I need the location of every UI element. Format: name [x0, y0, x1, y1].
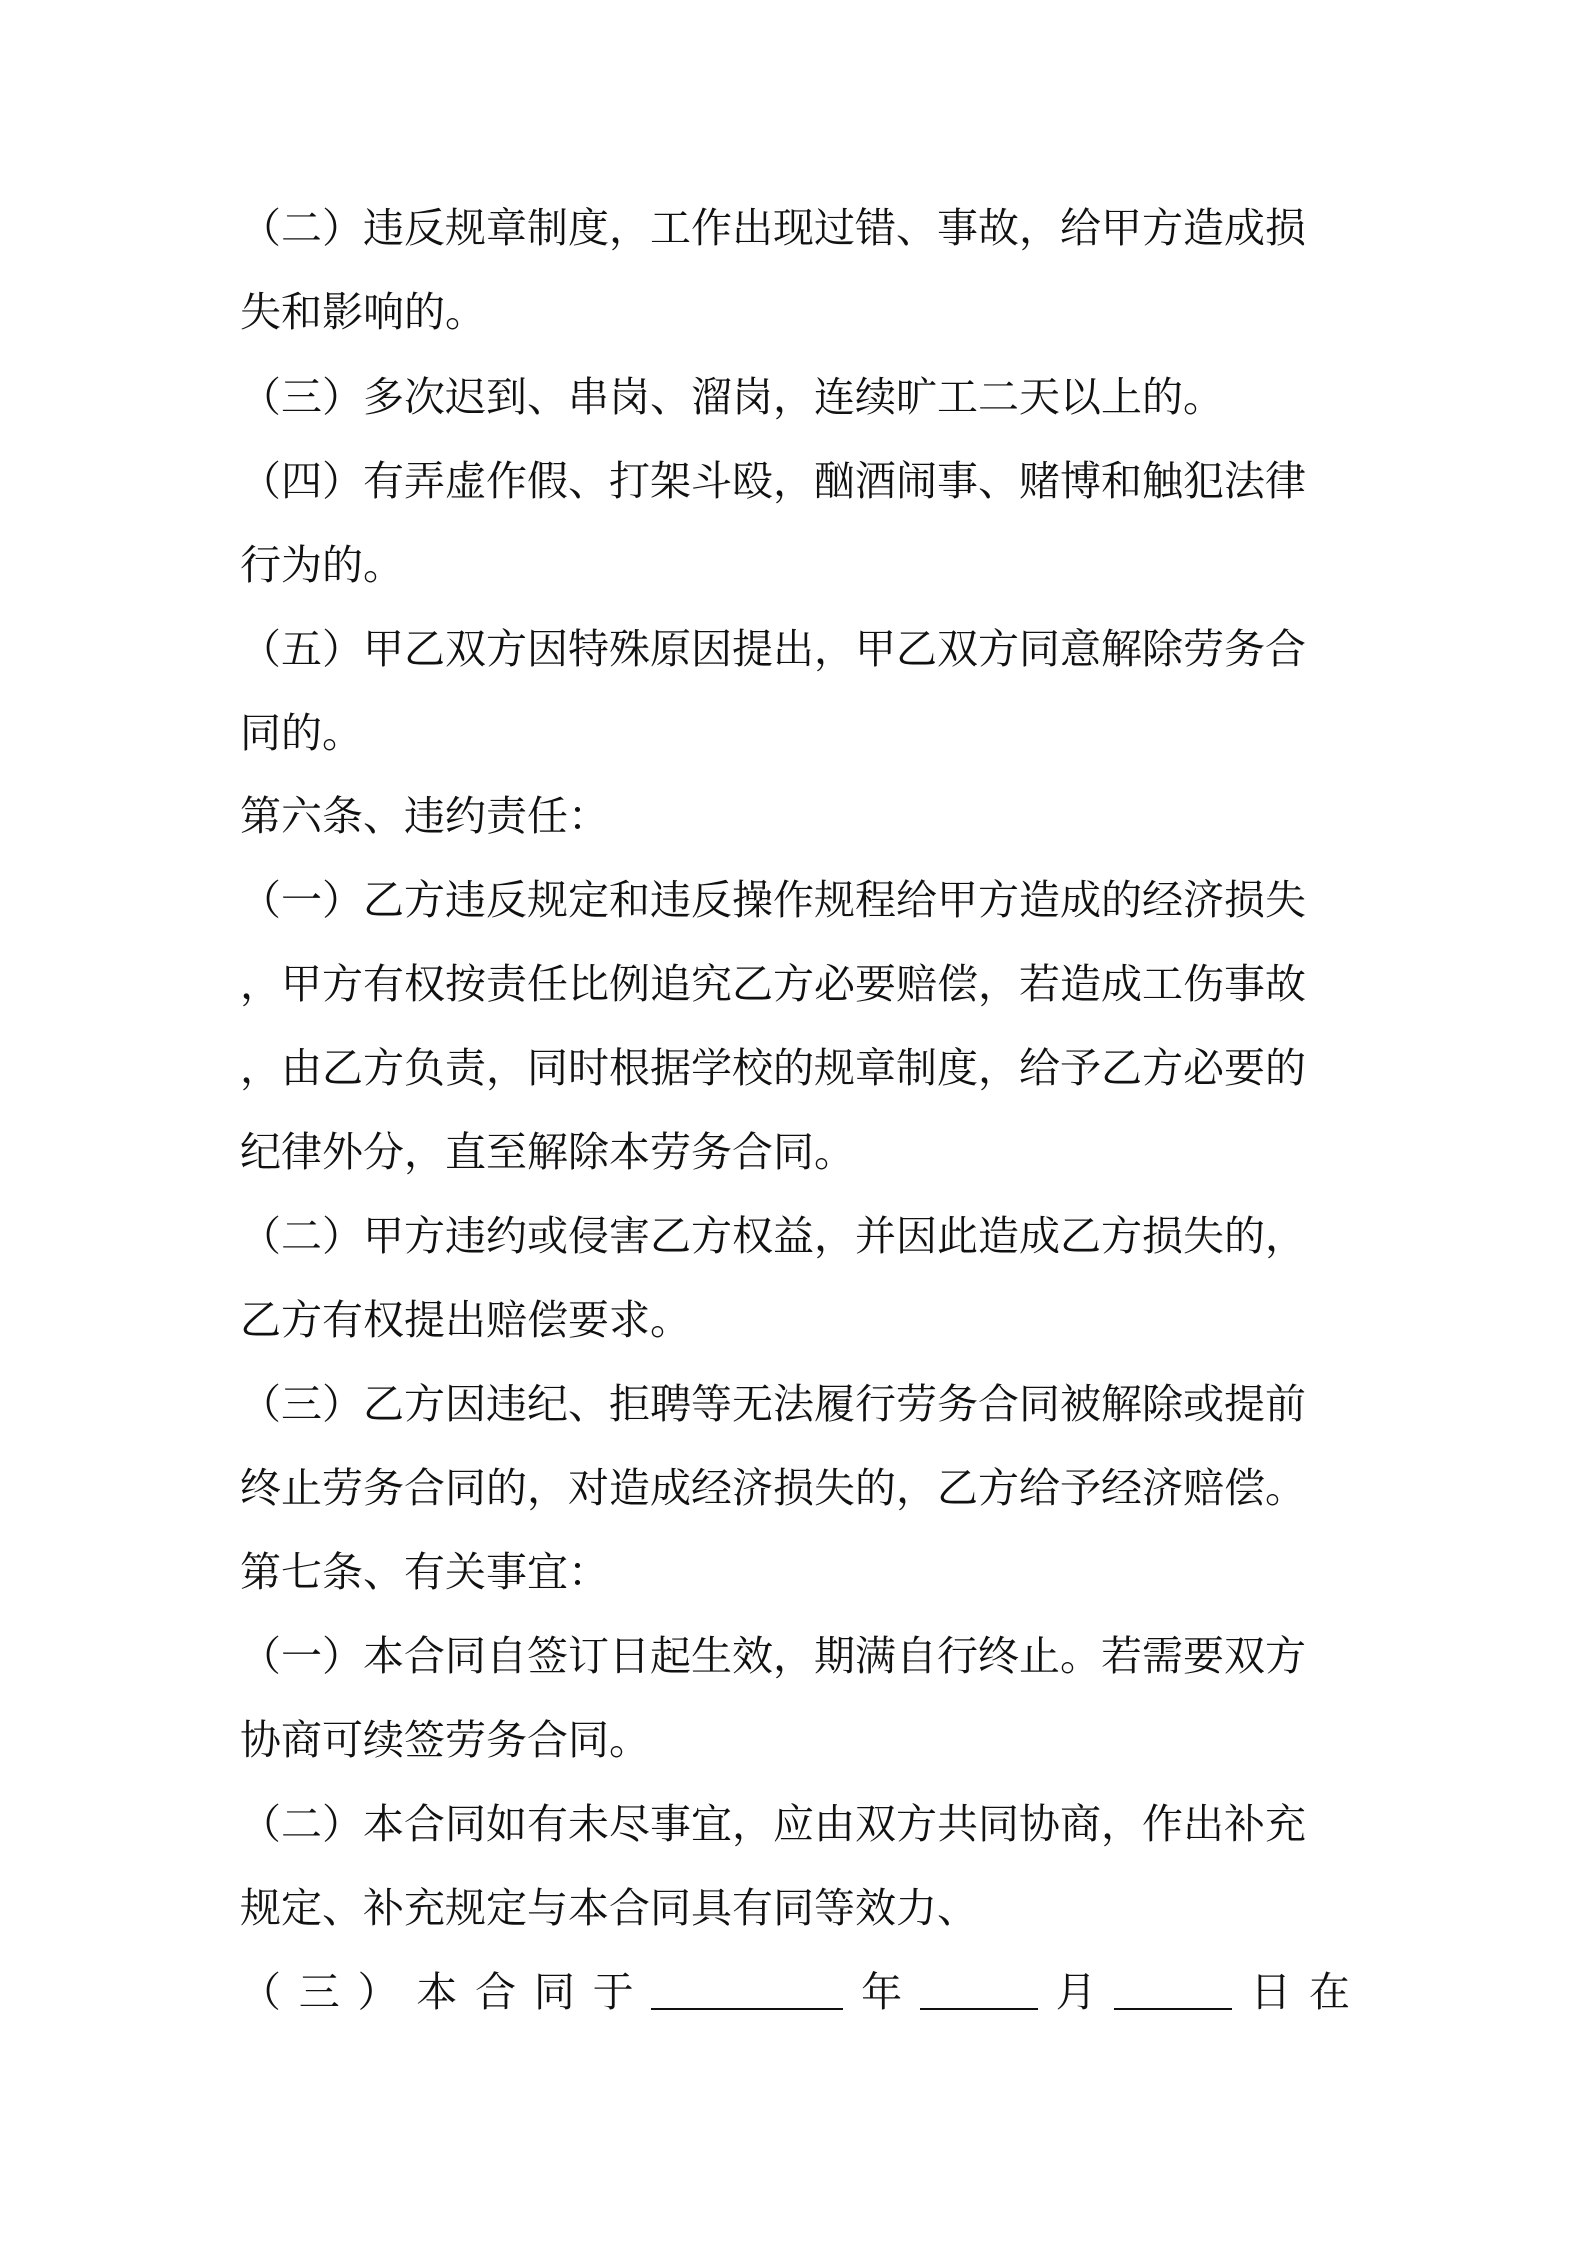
text-line: 同的。: [240, 709, 363, 757]
text-line: 行为的。: [240, 541, 404, 589]
text-line: ，由乙方负责，同时根据学校的规章制度，给予乙方必要的: [240, 1044, 1306, 1092]
text-line: 乙方有权提出赔偿要求。: [240, 1296, 691, 1344]
section-heading: 第七条、有关事宜：: [240, 1548, 609, 1596]
char-ben: 本: [416, 1968, 458, 2016]
char-ri: 日: [1250, 1968, 1292, 2016]
char-open-paren: （: [240, 1968, 281, 2016]
text-line: （五）甲乙双方因特殊原因提出，甲乙双方同意解除劳务合: [240, 625, 1306, 673]
char-he: 合: [475, 1968, 517, 2016]
text-line: 纪律外分，直至解除本劳务合同。: [240, 1128, 855, 1176]
text-line: （一）本合同自签订日起生效，期满自行终止。若需要双方: [240, 1632, 1306, 1680]
text-line: （一）乙方违反规定和违反操作规程给甲方造成的经济损失: [240, 876, 1306, 924]
text-line: （四）有弄虚作假、打架斗殴，酗酒闹事、赌博和触犯法律: [240, 457, 1306, 505]
month-blank: [920, 1974, 1038, 2010]
text-line: 失和影响的。: [240, 288, 486, 336]
char-san: 三: [298, 1968, 340, 2016]
char-close-paren: ）: [357, 1968, 399, 2016]
text-line: 终止劳务合同的，对造成经济损失的，乙方给予经济赔偿。: [240, 1464, 1306, 1512]
text-line: （二）甲方违约或侵害乙方权益，并因此造成乙方损失的，: [240, 1212, 1306, 1260]
char-tong: 同: [533, 1968, 575, 2016]
signing-date-line: [240, 1962, 1350, 2022]
char-yu: 于: [592, 1968, 634, 2016]
char-zai: 在: [1308, 1968, 1350, 2016]
text-line: （二）违反规章制度，工作出现过错、事故，给甲方造成损: [240, 204, 1306, 252]
section-heading: 第六条、违约责任：: [240, 792, 609, 840]
text-line: ，甲方有权按责任比例追究乙方必要赔偿，若造成工伤事故: [240, 960, 1306, 1008]
year-blank: [651, 1974, 843, 2010]
text-line: 协商可续签劳务合同。: [240, 1716, 650, 1764]
char-yue: 月: [1055, 1968, 1097, 2016]
text-line: 规定、补充规定与本合同具有同等效力、: [240, 1884, 978, 1932]
day-blank: [1114, 1974, 1232, 2010]
text-line: （三）多次迟到、串岗、溜岗，连续旷工二天以上的。: [240, 373, 1224, 421]
text-line: （二）本合同如有未尽事宜，应由双方共同协商，作出补充: [240, 1800, 1306, 1848]
text-line: （三）乙方因违纪、拒聘等无法履行劳务合同被解除或提前: [240, 1380, 1306, 1428]
char-nian: 年: [861, 1968, 903, 2016]
